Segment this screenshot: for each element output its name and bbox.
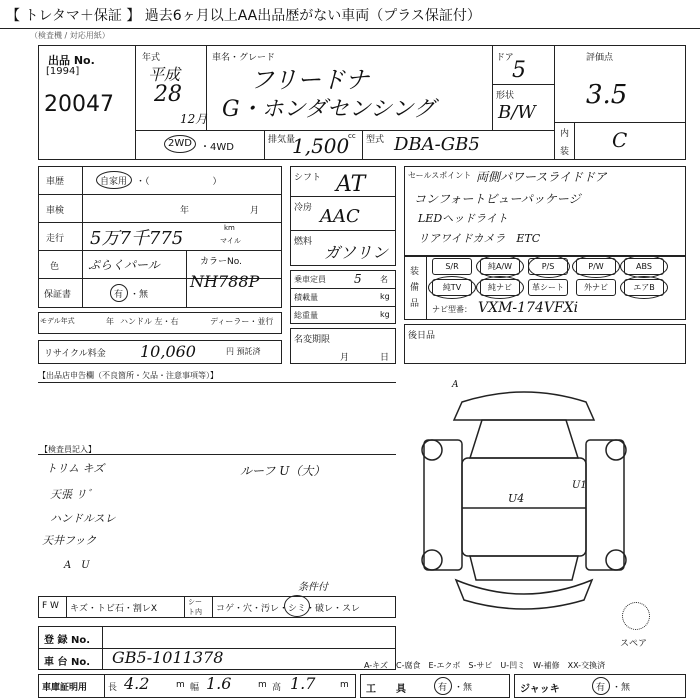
front-bumper-shape — [454, 392, 594, 420]
name-change-day-label: 日 — [380, 353, 390, 363]
tools-rest: ・無 — [454, 683, 473, 693]
selling-points-label: セールスポイント — [408, 171, 472, 180]
equip-leather: 革シート — [528, 279, 568, 296]
nav-value: VXM-174VFXi — [478, 300, 579, 316]
selling-point-2: コンフォートビューパッケージ — [414, 192, 581, 206]
equip-abs: ABS — [624, 258, 664, 275]
mileage-unit-km: km — [224, 224, 235, 232]
history-selected: 自家用 — [100, 177, 128, 187]
later-items-label: 後日品 — [408, 331, 436, 341]
color-label: 色 — [50, 262, 60, 272]
recycle-unit: 円 預託済 — [226, 347, 261, 356]
score-label: 評価点 — [586, 53, 614, 63]
inspector-line-5: A U — [64, 560, 90, 571]
inspector-line-4: 天井フック — [42, 534, 97, 547]
certificate-label: 車庫証明用 — [42, 683, 88, 693]
color-value: ぷらくパール — [88, 258, 160, 272]
model-name: フリードナ — [250, 66, 370, 94]
model-year-label: モデル年式 — [40, 317, 75, 325]
jack-label: ジャッキ — [520, 684, 560, 695]
inspection-month-label: 月 — [250, 206, 260, 216]
displacement-value: 1,500 — [292, 134, 350, 158]
seat-label-bottom: ト内 — [188, 608, 202, 616]
model-code-value: DBA-GB5 — [394, 134, 480, 155]
chassis-value: GB5-1011378 — [112, 648, 224, 667]
equip-aw: 純A/W — [480, 258, 520, 275]
tools-label: 工 具 — [366, 684, 406, 695]
fuel-label: 燃料 — [294, 237, 313, 247]
certificate-width-unit: m — [258, 680, 267, 690]
diagram-mark-u1: U1 — [572, 480, 587, 491]
equip-ext-nav: 外ナビ — [576, 279, 616, 296]
name-change-month-label: 月 — [340, 353, 350, 363]
equip-tv: 純TV — [432, 279, 472, 296]
registration-label: 登 録 No. — [44, 635, 91, 646]
spare-label: スペア — [620, 639, 648, 649]
wheel-front-right — [606, 440, 626, 460]
certificate-length-value: 4.2 — [124, 674, 150, 693]
shift-value: AT — [336, 172, 366, 197]
recycle-label: リサイクル料金 — [44, 349, 106, 359]
year-month: 12月 — [180, 112, 208, 126]
certificate-width-label: 幅 — [190, 683, 200, 693]
equipment-label-1: 装 — [410, 267, 420, 277]
equipment-label-3: 品 — [410, 299, 420, 309]
inspector-line-1: トリム キズ — [46, 462, 105, 475]
warranty-label: 保証書 — [44, 290, 72, 300]
certificate-height-value: 1.7 — [290, 674, 316, 693]
subheader: （検査機 / 対応用紙） — [30, 31, 110, 40]
equip-ps: P/S — [528, 258, 568, 275]
load-unit: kg — [380, 292, 390, 301]
tools-selected: 有 — [438, 683, 448, 693]
drive-selected: 2WD — [168, 138, 192, 149]
inspector-line-3: ハンドルスレ — [50, 512, 116, 525]
equip-pw: P/W — [576, 258, 616, 275]
history-label: 車歴 — [46, 177, 65, 187]
diagram-mark-u4: U4 — [508, 492, 525, 505]
recycle-value: 10,060 — [140, 342, 196, 361]
certificate-height-label: 高 — [272, 683, 282, 693]
equip-sr: S/R — [432, 258, 472, 275]
mileage-value: 5万7千775 — [90, 228, 184, 249]
fw-label: F W — [42, 601, 59, 611]
certificate-height-unit: m — [340, 680, 349, 690]
ac-value: AAC — [320, 206, 360, 227]
model-year-year-label: 年 — [106, 317, 114, 326]
rear-window-shape — [470, 556, 578, 580]
equip-airbag: エアB — [624, 279, 664, 296]
capacity-value: 5 — [354, 272, 362, 286]
model-grade: G・ホンダセンシング — [222, 97, 436, 122]
damage-legend: A-キズ C-腐食 E-エクボ S-サビ U-凹ミ W-補修 XX-交換済 — [364, 661, 606, 670]
weight-label: 総重量 — [294, 311, 318, 320]
year-label: 年式 — [142, 53, 161, 63]
certificate-width-value: 1.6 — [206, 674, 232, 693]
selling-point-1: 両側パワースライドドア — [476, 170, 607, 184]
mileage-unit-mile: マイル — [220, 237, 241, 245]
equipment-label-2: 備 — [410, 283, 420, 293]
mileage-label: 走行 — [46, 234, 65, 244]
selling-point-4: リアワイドカメラ ETC — [418, 232, 541, 245]
seat-text: コゲ・穴・汚レ・シミ・破レ・スレ — [216, 604, 361, 614]
fuel-value: ガソリン — [324, 243, 389, 262]
year-value: 28 — [154, 82, 182, 107]
warranty-selected: 有 — [114, 290, 124, 300]
history-rest: ・（ ） — [136, 177, 222, 187]
color-no-value: NH788P — [190, 272, 260, 291]
interior-label-top: 内 — [560, 129, 570, 139]
header-banner — [0, 0, 700, 29]
score-value: 3.5 — [586, 80, 628, 110]
diagram-mark-a: A — [452, 380, 459, 390]
capacity-unit: 名 — [380, 275, 388, 284]
inspector-right-note: ルーフ U（大） — [240, 464, 326, 478]
lot-code: [1994] — [46, 66, 80, 77]
door-label: ドア — [496, 53, 514, 63]
equip-nav: 純ナビ — [480, 279, 520, 296]
ac-label: 冷房 — [294, 203, 313, 213]
weight-unit: kg — [380, 310, 390, 319]
warranty-rest: ・無 — [130, 290, 149, 300]
selling-point-3: LEDヘッドライト — [418, 212, 508, 225]
hood-shape — [470, 420, 578, 458]
capacity-label: 乗車定員 — [294, 275, 326, 284]
cabin-shape — [462, 458, 586, 556]
displacement-label: 排気量 — [268, 135, 296, 145]
jack-selected: 有 — [596, 683, 606, 693]
model-year-dealer-label: ディーラー・並行 — [210, 317, 274, 326]
exhibitor-notes-label: 【出品店申告欄（不良箇所・欠品・注意事項等）】 — [38, 371, 218, 380]
model-label: 車名・グレード — [212, 53, 276, 63]
certificate-length-label: 長 — [108, 683, 118, 693]
name-change-label: 名変期限 — [294, 335, 331, 345]
inspection-year-label: 年 — [180, 206, 190, 216]
jack-rest: ・無 — [612, 683, 631, 693]
wheel-rear-left — [422, 550, 442, 570]
lot-label: 出品 No. — [48, 54, 95, 67]
wheel-rear-right — [606, 550, 626, 570]
shape-label: 形状 — [496, 91, 515, 101]
fw-text: キズ・トビ石・割レX — [70, 604, 157, 614]
model-code-label: 型式 — [366, 135, 385, 145]
shape-value: B/W — [498, 102, 536, 123]
header-title: 【 トレタマ＋保証 】 過去6ヶ月以上AA出品歴がない車両（プラス保証付） — [6, 8, 481, 24]
spare-tire-icon — [622, 602, 650, 630]
load-label: 積載量 — [294, 293, 318, 302]
seat-label-top: シー — [188, 598, 202, 606]
seat-note: 条件付 — [298, 582, 328, 593]
color-no-label: カラーNo. — [200, 257, 242, 267]
door-value: 5 — [512, 58, 526, 83]
model-year-handle-label: ハンドル 左・右 — [120, 317, 179, 326]
interior-value: C — [612, 128, 628, 152]
wheel-front-left — [422, 440, 442, 460]
chassis-label: 車 台 No. — [44, 657, 91, 668]
displacement-unit: cc — [348, 132, 356, 140]
year-era: 平成 — [148, 65, 181, 84]
interior-label-bottom: 装 — [560, 147, 570, 157]
lot-number: 20047 — [44, 92, 114, 117]
later-items-frame — [404, 324, 686, 364]
inspector-line-2: 天張 リ゛ — [50, 488, 98, 501]
certificate-length-unit: m — [176, 680, 185, 690]
rear-bumper-shape — [456, 580, 592, 609]
nav-label: ナビ型番： — [432, 305, 472, 314]
inspection-label: 車検 — [46, 206, 65, 216]
drive-other: ・4WD — [200, 142, 234, 153]
shift-label: シフト — [294, 173, 322, 183]
inspector-label: 【検査員記入】 — [40, 445, 96, 454]
